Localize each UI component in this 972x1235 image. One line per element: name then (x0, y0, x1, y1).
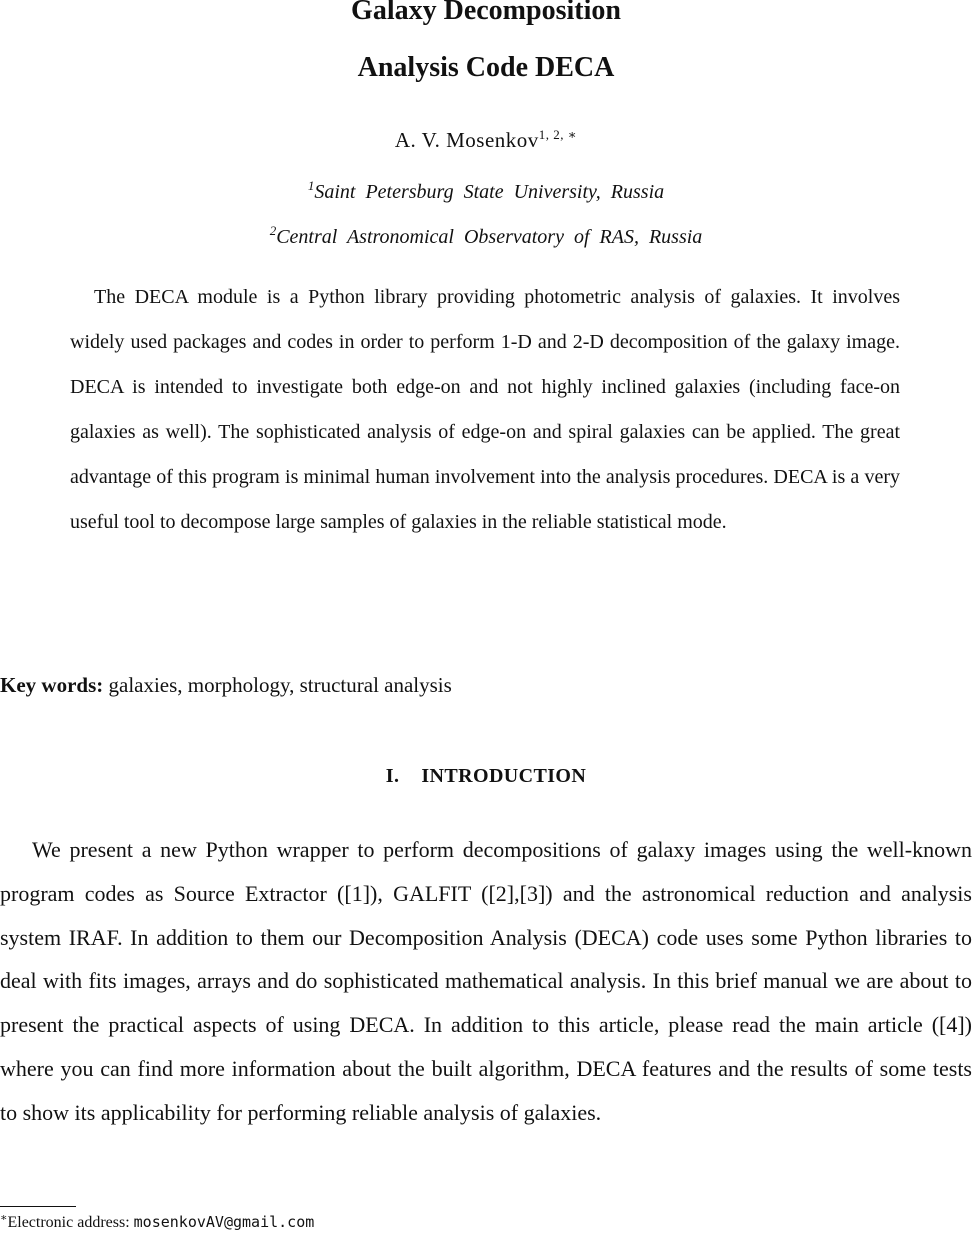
section-number: I. (385, 765, 400, 787)
footnote (0, 1210, 972, 1235)
footnote-label: Electronic address: (7, 1214, 130, 1231)
abstract: The DECA module is a Python library providing photometric analysis of galaxies. It involves widely used packages and codes in order to perform 1-D and 2-D decomposition of the galaxy image. DECA is intended to investigate both edge-on and not highly inclined galaxies (including face-on galaxies as well). The sophisticated analysis of edge-on and spiral galaxies can be applied. The great advantage of this program is minimal human involvement into the analysis procedures. DECA is a very useful tool to decompose large samples of galaxies in the reliable statistical mode. (70, 286, 900, 533)
paper-title-line-1: Galaxy Decomposition (351, 0, 621, 26)
author-line (0, 126, 972, 154)
affiliation-2-text: Central Astronomical Observatory of RAS, Russia (276, 226, 703, 248)
affiliation-2-mark: 2 (269, 223, 277, 238)
paper-title-line-2: Analysis Code DECA (357, 52, 615, 83)
affiliation-1-text: Saint Petersburg State University, Russia (314, 181, 665, 203)
affiliation-1 (0, 179, 972, 205)
footnote-rule (0, 1206, 76, 1207)
keywords-label: Key words: (0, 673, 104, 697)
footnote-mark: ∗ (0, 1212, 8, 1224)
footnote-email: mosenkovAV@gmail.com (133, 1213, 315, 1231)
keywords (0, 668, 972, 702)
author-name: A. V. Mosenkov (394, 128, 539, 152)
keywords-text: galaxies, morphology, structural analysis (108, 673, 452, 697)
affiliation-1-mark: 1 (307, 178, 315, 193)
section-title: INTRODUCTION (421, 765, 587, 787)
introduction-paragraph: We present a new Python wrapper to perform decompositions of galaxy images using the well-known program codes as Source Extractor ([1]), GALFIT ([2],[3]) and the astronomical reduction and analysis system IRAF. In addition to them our Decomposition Analysis (DECA) code uses some Python libraries to deal with fits images, arrays and do sophisticated mathematical analysis. In this brief manual we are about to present the practical aspects of using DECA. In addition to this article, please read the main article ([4]) where you can find more information about the built algorithm, DECA features and the results of some tests to show its applicability for performing reliable analysis of galaxies. (0, 837, 972, 1125)
affiliation-2 (0, 224, 972, 250)
section-heading-introduction (0, 760, 972, 792)
author-affiliation-marks: 1, 2, ∗ (538, 127, 578, 142)
